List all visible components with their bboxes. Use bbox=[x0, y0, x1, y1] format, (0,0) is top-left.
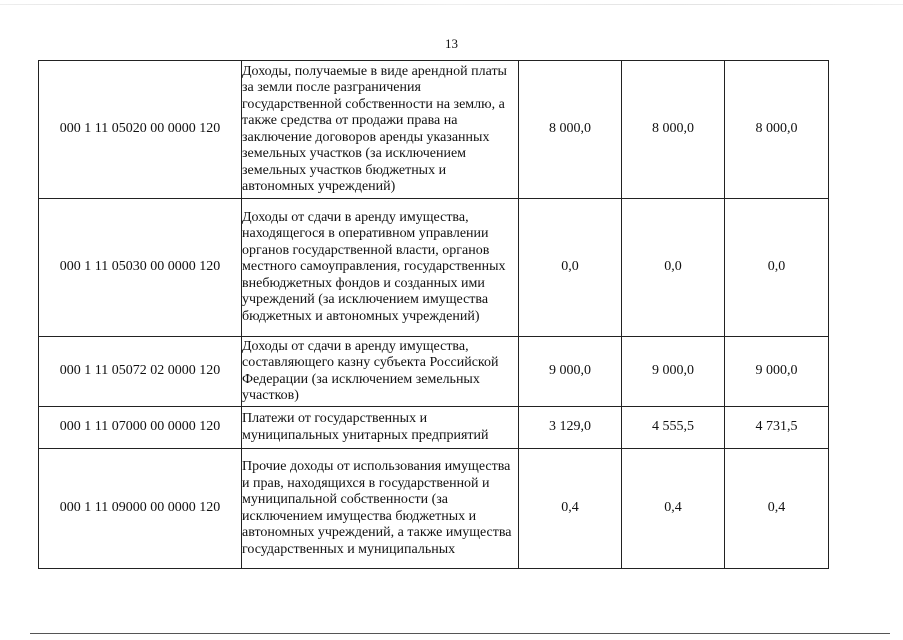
value-cell-year-3: 0,4 bbox=[725, 449, 829, 569]
value-cell-year-2: 0,0 bbox=[622, 199, 725, 337]
value-cell-year-1: 0,4 bbox=[519, 449, 622, 569]
table-row bbox=[39, 449, 829, 569]
value-cell-year-3: 8 000,0 bbox=[725, 61, 829, 199]
budget-code-cell: 000 1 11 05030 00 0000 120 bbox=[39, 199, 242, 337]
value-cell-year-1: 8 000,0 bbox=[519, 61, 622, 199]
budget-code-cell: 000 1 11 09000 00 0000 120 bbox=[39, 449, 242, 569]
description-cell: Платежи от государственных и муниципальных унитарных предприятий bbox=[242, 407, 519, 449]
budget-code-cell: 000 1 11 05020 00 0000 120 bbox=[39, 61, 242, 199]
description-cell: Прочие доходы от использования имущества и прав, находящихся в государственной и муниципальной собственности (за исключением имущества бюджетных и автономных учреждений, а также имущества государственных и муниципальных bbox=[242, 449, 519, 569]
value-cell-year-2: 0,4 bbox=[622, 449, 725, 569]
revenue-table bbox=[38, 60, 829, 569]
description-cell: Доходы от сдачи в аренду имущества, составляющего казну субъекта Российской Федерации (за исключением земельных участков) bbox=[242, 337, 519, 407]
table-row bbox=[39, 61, 829, 199]
value-cell-year-1: 3 129,0 bbox=[519, 407, 622, 449]
scan-artifact-bottom-line bbox=[30, 633, 890, 634]
budget-code-cell: 000 1 11 05072 02 0000 120 bbox=[39, 337, 242, 407]
page-number: 13 bbox=[445, 36, 458, 51]
value-cell-year-1: 0,0 bbox=[519, 199, 622, 337]
value-cell-year-3: 0,0 bbox=[725, 199, 829, 337]
table-row bbox=[39, 337, 829, 407]
table-row bbox=[39, 407, 829, 449]
description-cell: Доходы, получаемые в виде арендной платы за земли после разграничения государственной собственности на землю, а также средства от продажи права на заключение договоров аренды указанных земельных участков (за исключением земельных участков бюджетных и автономных учреждений) bbox=[242, 61, 519, 199]
table-row bbox=[39, 199, 829, 337]
value-cell-year-2: 9 000,0 bbox=[622, 337, 725, 407]
value-cell-year-3: 4 731,5 bbox=[725, 407, 829, 449]
value-cell-year-3: 9 000,0 bbox=[725, 337, 829, 407]
scan-artifact-top bbox=[0, 4, 903, 5]
value-cell-year-2: 4 555,5 bbox=[622, 407, 725, 449]
value-cell-year-2: 8 000,0 bbox=[622, 61, 725, 199]
value-cell-year-1: 9 000,0 bbox=[519, 337, 622, 407]
budget-code-cell: 000 1 11 07000 00 0000 120 bbox=[39, 407, 242, 449]
description-cell: Доходы от сдачи в аренду имущества, находящегося в оперативном управлении органов государственной власти, органов местного самоуправления, государственных внебюджетных фондов и созданных ими учреждений (за исключением имущества бюджетных и автономных учреждений) bbox=[242, 199, 519, 337]
